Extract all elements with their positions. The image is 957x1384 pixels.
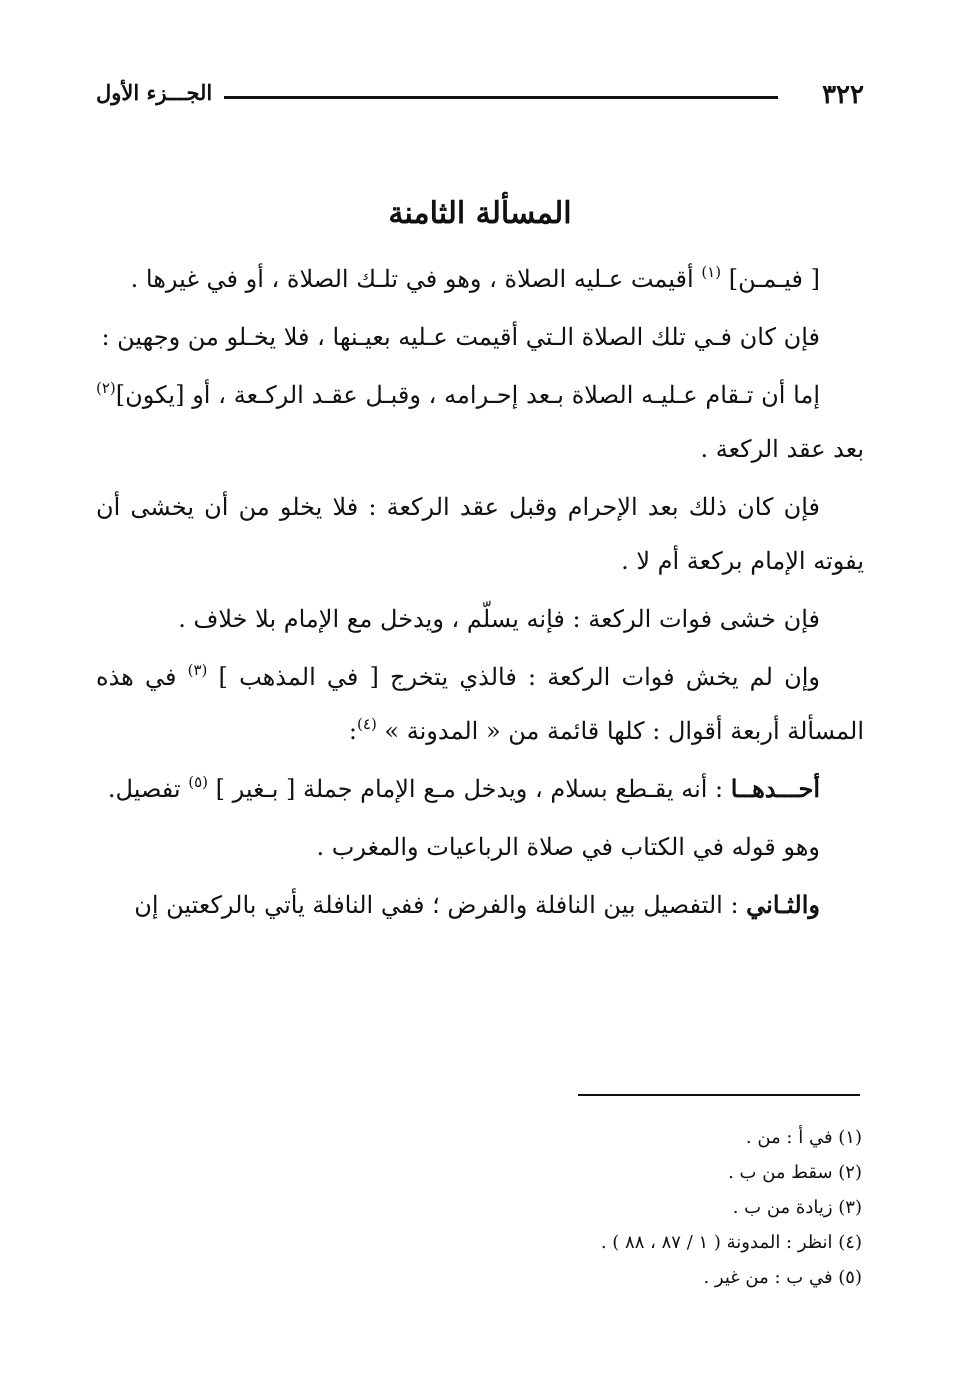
footnote-ref[interactable]: (١): [701, 263, 722, 281]
footnote-ref[interactable]: (٣): [187, 661, 208, 679]
paragraph: فإن كان ذلك بعد الإحرام وقبل عقد الركعة : فلا يخلو من أن يخشى أن يفوته الإمام بركعة أم لا .: [96, 493, 864, 575]
paragraph: والثـاني : التفصيل بين النافلة والفرض ؛ ففي النافلة يأتي بالركعتين إن: [134, 890, 820, 919]
running-header: [96, 78, 864, 118]
paragraph: فإن كان فـي تلك الصلاة الـتي أقيمت عـليه بعيـنها ، فلا يخـلو من وجهين :: [101, 323, 820, 351]
body-text: [96, 252, 864, 936]
paragraph: فإن خشى فوات الركعة : فإنه يسلّم ، ويدخل مع الإمام بلا خلاف .: [178, 605, 820, 633]
volume-label: الجـــزء الأول: [96, 80, 213, 105]
footnotes: [94, 1120, 862, 1295]
footnote: (٤) انظر : المدونة ( ١ / ٨٧ ، ٨٨ ) .: [600, 1232, 862, 1253]
paragraph-lead: والثـاني: [746, 890, 820, 919]
footnote: (١) في أ : من .: [745, 1127, 862, 1148]
paragraph: إما أن تـقام عـليـه الصلاة بـعد إحـرامه ، وقبـل عقـد الركـعة ، أو [يكون]$^{(٢)}$ بعد عقد الركعة .: [96, 379, 864, 463]
footnote: (٥) في ب : من غير .: [703, 1267, 862, 1288]
footnote-ref[interactable]: (٢): [96, 379, 116, 397]
header-rule: [224, 96, 778, 99]
paragraph-lead: أحـــدهــا: [730, 774, 820, 803]
footnote: (٢) سقط من ب .: [728, 1162, 862, 1183]
footnote: (٣) زيادة من ب .: [732, 1197, 862, 1218]
footnote-ref[interactable]: (٥): [188, 773, 209, 791]
footnote-separator: [578, 1094, 860, 1096]
paragraph: وإن لم يخش فوات الركعة : فالذي يتخرج [ في المذهب ] $^{(٣)}$ في هذه المسألة أربعة أقوال : كلها قائمة من « المدونة » $^{(٤)}$:: [96, 661, 864, 745]
paragraph: [ فيـمـن] $^{(١)}$ أقيمت عـليه الصلاة ، وهو في تلـك الصلاة ، أو في غيرها .: [130, 263, 820, 293]
footnote-ref[interactable]: (٤): [357, 715, 377, 733]
page-number: ٣٢٢: [822, 80, 864, 110]
paragraph: وهو قوله في الكتاب في صلاة الرباعيات والمغرب .: [316, 833, 820, 861]
paragraph: أحـــدهــا : أنه يقـطع بسلام ، ويدخل مـع الإمام جملة [ بـغير ] $^{(٥)}$ تفصيل.: [107, 773, 820, 803]
section-title: المسألة الثامنة: [388, 196, 572, 231]
